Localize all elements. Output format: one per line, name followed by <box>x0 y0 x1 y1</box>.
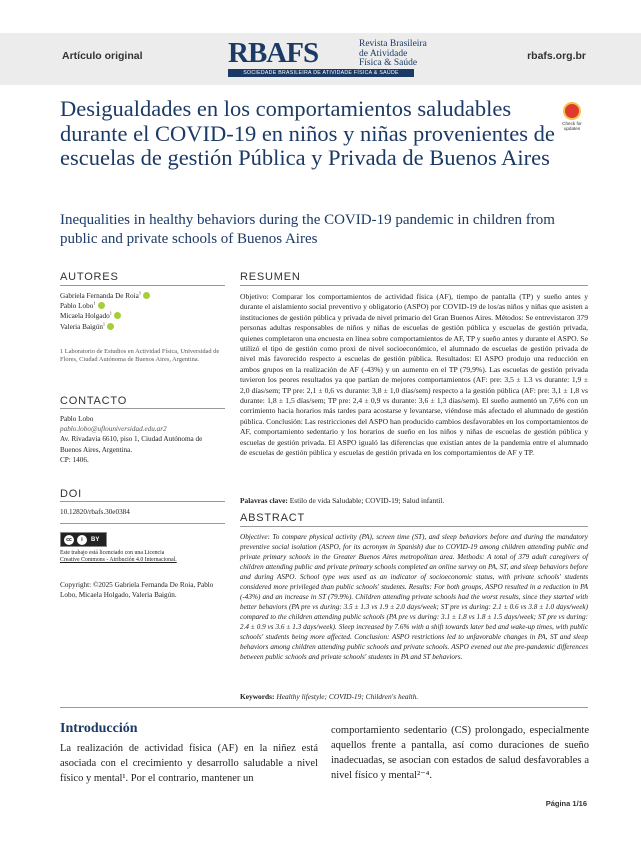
author-name: Valeria Baigún <box>60 322 103 331</box>
license-line: Este trabajo está licenciado con una Licencia <box>60 550 165 556</box>
author-name: Pablo Lobo <box>60 302 94 311</box>
article-title-english: Inequalities in healthy behaviors during the COVID-19 pandemic in children from public and private schools of Buenos Aires <box>60 212 555 247</box>
palabras-clave-value: Estilo de vida Saludable; COVID-19; Salud infantil. <box>289 496 445 505</box>
contact-address: Av. Rivadavia 6610, piso 1, Ciudad Autónoma de Buenos Aires, Argentina. <box>60 435 203 454</box>
authors-rule <box>60 285 225 286</box>
page-number: Página 1/16 <box>545 799 587 808</box>
keywords <box>240 692 588 701</box>
introduction-column-1: La realización de actividad física (AF) en la niñez está asociada con el crecimiento y desarrollo saludable a nivel físico y mental¹. Por el contrario, mantener un <box>60 743 318 784</box>
author-item: Micaela Holgado$^1$ <box>60 311 220 321</box>
logo-society-bar: SOCIEDADE BRASILEIRA DE ATIVIDADE FÍSICA & SAÚDE <box>228 69 414 77</box>
orcid-icon[interactable] <box>107 323 114 330</box>
palabras-clave-label: Palavras clave: <box>240 496 288 505</box>
contact-rule <box>60 408 225 409</box>
orcid-icon[interactable] <box>98 302 105 309</box>
journal-logo <box>228 37 427 79</box>
cc-icon: cc <box>64 535 74 545</box>
cc-by-license-badge[interactable] <box>60 532 107 547</box>
contact-heading: CONTACTO <box>60 395 128 407</box>
author-list <box>60 291 220 332</box>
check-updates-label: Check for updates <box>562 121 582 131</box>
doi-link[interactable]: 10.12820/rbafs.30e0384 <box>60 508 130 516</box>
author-item: Pablo Lobo$^1$ <box>60 301 220 311</box>
article-type-label: Artículo original <box>62 50 143 62</box>
orcid-icon[interactable] <box>143 292 150 299</box>
article-title-spanish: Desigualdades en los comportamientos saludables durante el COVID-19 en niños y niñas provenientes de escuelas de gestión Pública y Privada de Buenos Aires <box>60 96 555 170</box>
doi-rule <box>60 501 225 502</box>
keywords-label: Keywords: <box>240 692 275 701</box>
author-item: Gabriela Fernanda De Roia$^1$ <box>60 291 220 301</box>
author-name: Micaela Holgado <box>60 312 110 321</box>
authors-heading: AUTORES <box>60 271 119 283</box>
logo-wordmark: RBAFS <box>228 37 319 69</box>
abstract-rule <box>240 526 588 527</box>
affiliation: 1 Laboratorio de Estudios en Actividad Física, Universidad de Flores, Ciudad Autónoma de Buenos Aires, Argentina. <box>60 348 220 364</box>
attribution-icon: i <box>77 535 87 545</box>
resumen-text: Objetivo: Comparar los comportamientos de actividad física (AF), tiempo de pantalla (TP) y sueño antes y durante el aislamiento social preventivo y obligatorio (ASPO) por COVID-19 de los/as niños y niñas que asisten a instituciones de gestión pública y privada de nivel primario del Gran Buenos Aires. Métodos: Se entrevistaron 379 personas adultas responsables de niños y niñas de escuelas de gestión pública y escuelas de gestión privada, quienes completaron una encuesta en línea sobre comportamientos de AF, TP y sueño antes y durante el ASPO. Se utilizó el tipo de gestión como proxi de nivel socioeconómico, el alumnado de escuelas de gestión privada de nivel más favorecido respecto a escuelas de gestión pública. Resultados: El ASPO produjo una reducción en ambos grupos en la realización de AF (-43%) y un aumento en el TP (79,9%). Las escuelas de gestión privada tuvieron los peores resultados ya que partían de mejores comportamientos (AF: pre: 3,5 ± 1.3 vs durante: 1,9 ± 2,0 días/sem; TP pre: 2,1 ± 0,6 vs durante: 3,8 ± 1,0 días/sem) respecto a la gestión pública (AF: pre: 3,1 ± 1,8 vs durante: 1,8 ± 1,5 días/sem; TP pre: 2,4 ± 0,9 vs durante: 3,6 ± 1,3 días/sem). El sueño aumentó un 7,6% con un corrimiento hacia horarios más tardes para acostarse y levantarse, viéndose más afectado el alumnado de gestión pública. Conclusión: Las restricciones del ASPO han producido cambios desfavorables en los comportamientos de AF, comportamiento sedentario y los horarios de sueño en los niños y niñas de escuelas de gestión pública y escuelas de gestión privada. El ASPO igualó las diferencias que existían antes de la pandemia entre el alumnado de escuelas de gestión pública y escuelas de gestión privada en los comportamientos de AF y TP. <box>240 292 588 458</box>
cc-by-label: BY <box>91 537 100 543</box>
license-text <box>60 550 220 565</box>
introduction-heading: Introducción <box>60 721 138 736</box>
orcid-icon[interactable] <box>114 312 121 319</box>
logo-journal-name: Revista Brasileira de Atividade Física & Saúde <box>359 39 427 68</box>
contact-cp: CP: 1406. <box>60 455 89 464</box>
check-for-updates-badge[interactable] <box>557 102 587 134</box>
check-updates-icon <box>563 102 581 120</box>
journal-site-link[interactable]: rbafs.org.br <box>527 50 586 62</box>
abstract-text: Objective: To compare physical activity (PA), screen time (ST), and sleep behaviors before and during the mandatory preventive social isolation (ASPO, for its acronym in Spanish) due to COVID-19 among children attending public and private primary schools in the Greater Buenos Aires metropolitan area. Methods: A total of 379 adult caregivers of children attending public and private primary schools completed an online survey on PA, ST, and sleep behaviors before and during ASPO. School type was used as an indicator of socioeconomic status, with private schools' students considered more privileged than public schools' students. Results: For both groups, ASPO resulted in a reduction in PA (-43%) and an increase in ST (79.9%). Children attending private schools had the worst results, since they started with better behaviors (PA pre vs during: 3.5 ± 1.3 vs 1.9 ± 2.0 days/week; ST pre vs during: 2.1 ± 0.6 vs 3.8 ± 1.0 days/week) compared to the children attending public schools (PA pre vs during: 3.1 ± 1.8 vs 1.8 ± 1.5 days/week; ST pre vs during: 2.4 ± 0.9 vs 3.6 ± 1.3 days/week). Sleep increased by 7.6% with a shift towards later bed and wake-up times, with public schools' students being more affected. Conclusion: ASPO restrictions led to unfavorable changes in PA, ST and sleep behaviors among children attending public schools and private schools. ASPO evened out the pre-pandemic differences between public schools and private schools' students in PA and ST behaviors. <box>240 533 588 661</box>
resumen-heading: RESUMEN <box>240 271 301 283</box>
introduction-column-2: comportamiento sedentario (CS) prolongado, especialmente aquellos frente a pantalla, así como duraciones de sueño inadecuadas, se asocian con estados de salud desfavorables a nivel físico y mental²⁻⁴. <box>331 725 589 781</box>
resumen-rule <box>240 285 588 286</box>
contact-block <box>60 414 220 465</box>
keywords-value: Healthy lifestyle; COVID-19; Children's health. <box>276 692 419 701</box>
author-item: Valeria Baigún$^1$ <box>60 322 220 332</box>
doi-heading: DOI <box>60 488 82 500</box>
section-divider <box>60 707 588 708</box>
copyright-notice: Copyright: ©2025 Gabriela Fernanda De Roia, Pablo Lobo, Micaela Holgado, Valeria Baigún. <box>60 581 214 599</box>
palabras-clave <box>240 496 588 505</box>
contact-email-link[interactable]: pablo.lobo@uflouniversidad.edu.ar2 <box>60 425 167 434</box>
license-link[interactable]: Creative Commons - Atribución 4.0 Internacional. <box>60 557 177 564</box>
abstract-heading: ABSTRACT <box>240 512 306 524</box>
doi-bottom-rule <box>60 523 225 524</box>
author-name: Gabriela Fernanda De Roia <box>60 292 139 300</box>
contact-name: Pablo Lobo <box>60 415 94 423</box>
